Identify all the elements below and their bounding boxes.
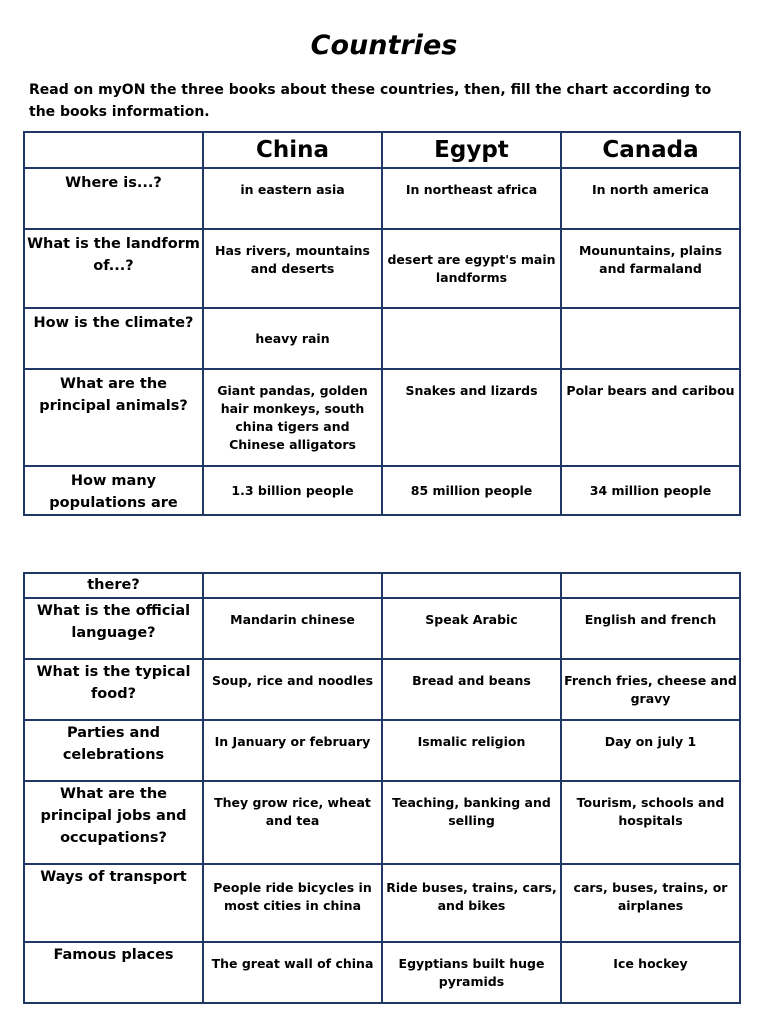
page-title: Countries — [310, 30, 458, 61]
answer-cell-china: Soup, rice and noodles — [203, 659, 382, 720]
answer-cell-egypt: Teaching, banking and selling — [382, 781, 561, 864]
answer-cell-canada: Ice hockey — [561, 942, 740, 1003]
table-row-celebrations — [24, 720, 740, 781]
answer-cell-china: Giant pandas, golden hair monkeys, south china tigers and Chinese alligators — [203, 369, 382, 466]
table-row-population-continued — [24, 573, 740, 598]
answer-cell-egypt: In northeast africa — [382, 168, 561, 229]
answer-cell-canada — [561, 308, 740, 369]
instructions: Read on myON the three books about these countries, then, fill the chart according to the books information. — [29, 82, 712, 120]
table-row-jobs — [24, 781, 740, 864]
answer-cell-canada: English and french — [561, 598, 740, 659]
table-row-famous-places — [24, 942, 740, 1003]
question-cell: there? — [24, 573, 203, 598]
answer-cell-egypt: Egyptians built huge pyramids — [382, 942, 561, 1003]
question-cell: How is the climate? — [24, 308, 203, 369]
table-row-landform — [24, 229, 740, 308]
question-cell: What is the official language? — [24, 598, 203, 659]
answer-cell-china: They grow rice, wheat and tea — [203, 781, 382, 864]
answer-cell-china: heavy rain — [203, 308, 382, 369]
answer-cell-china: in eastern asia — [203, 168, 382, 229]
table-row-transport — [24, 864, 740, 942]
answer-cell-canada: Day on july 1 — [561, 720, 740, 781]
answer-cell-egypt: Ride buses, trains, cars, and bikes — [382, 864, 561, 942]
question-cell: What is the typical food? — [24, 659, 203, 720]
table-header-row — [24, 132, 740, 168]
question-cell: What are the principal jobs and occupations? — [24, 781, 203, 864]
answer-cell-canada: Tourism, schools and hospitals — [561, 781, 740, 864]
answer-cell-canada: 34 million people — [561, 466, 740, 515]
header-egypt: Egypt — [382, 132, 561, 168]
answer-cell-china: In January or february — [203, 720, 382, 781]
answer-cell-canada: Polar bears and caribou — [561, 369, 740, 466]
question-cell: How many populations are — [24, 466, 203, 515]
answer-cell-canada: cars, buses, trains, or airplanes — [561, 864, 740, 942]
question-cell: What are the principal animals? — [24, 369, 203, 466]
answer-cell-china: Mandarin chinese — [203, 598, 382, 659]
question-cell: Famous places — [24, 942, 203, 1003]
table-row-animals — [24, 369, 740, 466]
answer-cell-canada: Moununtains, plains and farmaland — [561, 229, 740, 308]
countries-table-part-1 — [23, 131, 741, 516]
answer-cell-egypt: Bread and beans — [382, 659, 561, 720]
table-row-population — [24, 466, 740, 515]
answer-cell-china: Has rivers, mountains and deserts — [203, 229, 382, 308]
answer-cell-china: 1.3 billion people — [203, 466, 382, 515]
question-cell: Ways of transport — [24, 864, 203, 942]
question-cell: Where is...? — [24, 168, 203, 229]
answer-cell-egypt: 85 million people — [382, 466, 561, 515]
question-cell: Parties and celebrations — [24, 720, 203, 781]
answer-cell-egypt: Ismalic religion — [382, 720, 561, 781]
table-row-food — [24, 659, 740, 720]
answer-cell-canada — [561, 573, 740, 598]
answer-cell-china: People ride bicycles in most cities in china — [203, 864, 382, 942]
answer-cell-canada: In north america — [561, 168, 740, 229]
countries-table-part-2 — [23, 572, 741, 1004]
answer-cell-egypt: Snakes and lizards — [382, 369, 561, 466]
answer-cell-china — [203, 573, 382, 598]
header-china: China — [203, 132, 382, 168]
header-canada: Canada — [561, 132, 740, 168]
answer-cell-egypt — [382, 308, 561, 369]
table-row-where — [24, 168, 740, 229]
answer-cell-egypt: Speak Arabic — [382, 598, 561, 659]
question-cell: What is the landform of...? — [24, 229, 203, 308]
answer-cell-egypt: desert are egypt's main landforms — [382, 229, 561, 308]
answer-cell-egypt — [382, 573, 561, 598]
table-row-language — [24, 598, 740, 659]
table-row-climate — [24, 308, 740, 369]
answer-cell-canada: French fries, cheese and gravy — [561, 659, 740, 720]
header-corner-cell — [24, 132, 203, 168]
answer-cell-china: The great wall of china — [203, 942, 382, 1003]
